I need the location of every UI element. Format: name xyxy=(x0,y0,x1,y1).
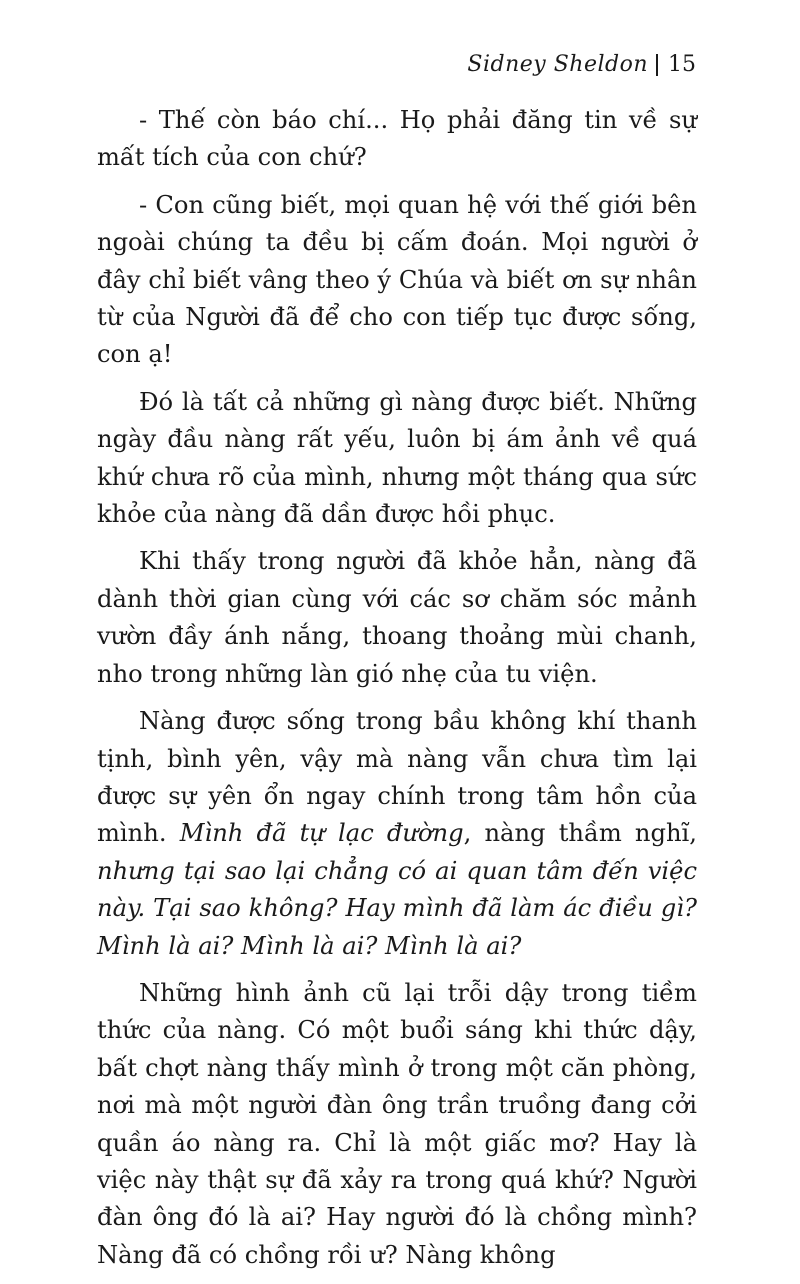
paragraph-text: Những hình ảnh cũ lại trỗi dậy trong tiềm thức của nàng. Có một buổi sáng khi thức dậy, bất chợt nàng thấy mình ở trong một căn phòng, nơi mà một người đàn ông trần truồng đang cởi quần áo nàng ra. Chỉ là một giấc mơ? Hay là việc này thật sự đã xảy ra trong quá khứ? Người đàn ông đó là ai? Hay người đó là chồng mình? Nàng đã có chồng rồi ư? Nàng không xyxy=(97,978,697,1269)
running-header xyxy=(467,52,696,77)
paragraph-text: - Con cũng biết, mọi quan hệ với thế giới bên ngoài chúng ta đều bị cấm đoán. Mọi người ở đây chỉ biết vâng theo ý Chúa và biết ơn sự nhân từ của Người đã để cho con tiếp tục được sống, con ạ! xyxy=(97,190,697,369)
paragraph-text: , nàng thầm nghĩ, xyxy=(463,819,697,848)
paragraph xyxy=(97,102,697,177)
body-text xyxy=(97,102,697,1284)
header-author: Sidney Sheldon xyxy=(467,52,648,77)
paragraph xyxy=(97,187,697,374)
paragraph xyxy=(97,384,697,534)
italic-thought: nhưng tại sao lại chẳng có ai quan tâm đến việc này. Tại sao không? Hay mình đã làm ác điều gì? Mình là ai? Mình là ai? Mình là ai? xyxy=(97,856,697,960)
paragraph-text: - Thế còn báo chí... Họ phải đăng tin về sự mất tích của con chứ? xyxy=(97,106,697,172)
paragraph xyxy=(97,543,697,693)
page-number: 15 xyxy=(668,52,696,77)
paragraph xyxy=(97,975,697,1274)
paragraph-text: Khi thấy trong người đã khỏe hẳn, nàng đã dành thời gian cùng với các sơ chăm sóc mảnh vườn đầy ánh nắng, thoang thoảng mùi chanh, nho trong những làn gió nhẹ của tu viện. xyxy=(97,547,697,688)
italic-thought: Mình đã tự lạc đường xyxy=(179,819,464,848)
paragraph xyxy=(97,703,697,965)
paragraph-text: Đó là tất cả những gì nàng được biết. Những ngày đầu nàng rất yếu, luôn bị ám ảnh về quá khứ chưa rõ của mình, nhưng một tháng qua sức khỏe của nàng đã dần được hồi phục. xyxy=(97,387,697,529)
header-divider xyxy=(656,54,658,76)
paragraph-text: Nàng được sống trong bầu không khí thanh tịnh, bình yên, vậy mà nàng vẫn chưa tìm lại được sự yên ổn ngay chính trong tâm hồn của mình. xyxy=(97,707,697,848)
